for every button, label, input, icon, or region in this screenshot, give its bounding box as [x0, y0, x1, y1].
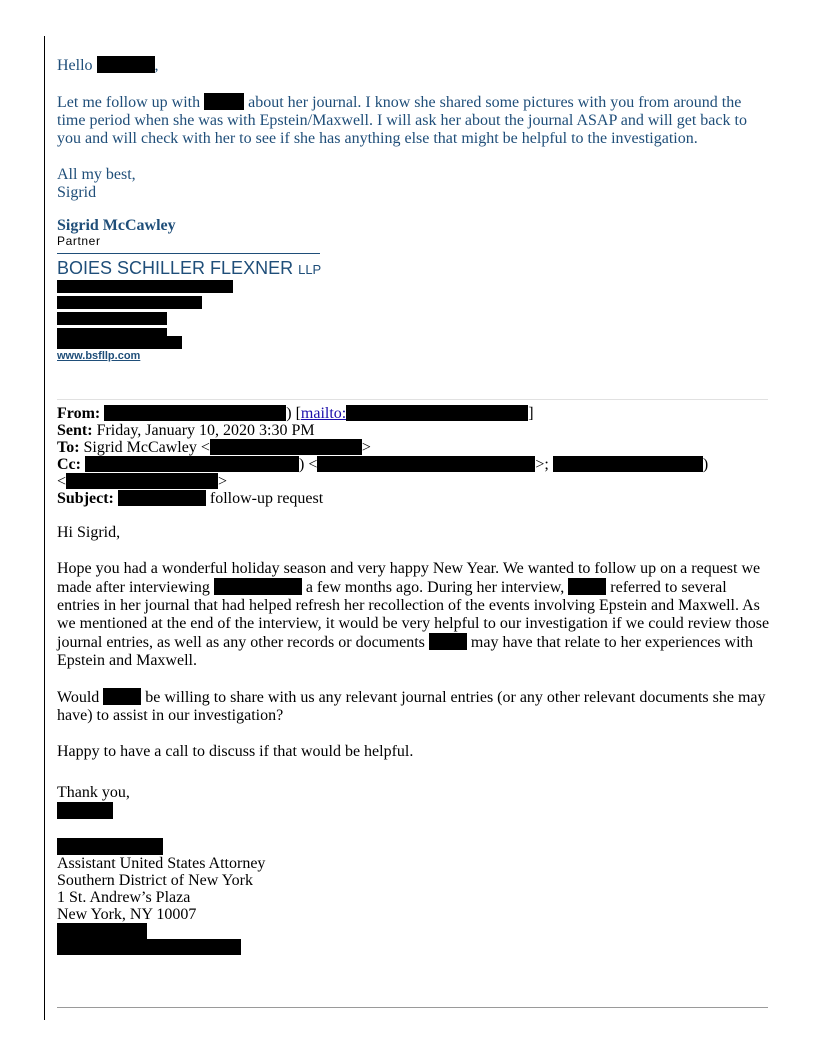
- reply-signoff: All my best,: [57, 166, 136, 183]
- redaction: [204, 93, 244, 110]
- email-paragraph: Happy to have a call to discuss if that would be helpful.: [57, 743, 414, 760]
- redaction: [103, 688, 141, 705]
- redaction: [57, 296, 202, 309]
- redaction: [429, 633, 467, 650]
- reply-paragraph: Let me follow up with about her journal. I know she shared some pictures with you from around the time period when she was with Epstein/Maxwell. I will ask her about the journal ASAP and will get back to you and will check with her to see if she has anything else that might be helpful to the investigation.: [57, 94, 747, 147]
- email-closing: Thank you,: [57, 784, 130, 821]
- redaction: [57, 280, 233, 293]
- reply-message: [57, 56, 767, 202]
- reply-name: Sigrid: [57, 184, 97, 201]
- redaction: [210, 439, 362, 455]
- sender-office: Southern District of New York: [57, 872, 253, 889]
- redaction: [57, 939, 241, 955]
- redaction: [57, 312, 167, 325]
- redaction: [57, 336, 182, 349]
- redaction: [118, 490, 206, 506]
- website-link[interactable]: www.bsfllp.com: [57, 350, 141, 362]
- redaction: [568, 578, 606, 595]
- email-paragraph: Would be willing to share with us any relevant journal entries (or any other relevant documents she may have) to assist in our investigation?: [57, 689, 766, 724]
- to-line: To: Sigrid McCawley < >: [57, 439, 371, 456]
- cc-line-cont: < >: [57, 473, 228, 490]
- email-paragraph: Hope you had a wonderful holiday season and very happy New Year. We wanted to follow up on a request we made after interviewing a few months ago. During her interview, referred to several entries in her journal that had helped refresh her recollection of the events involving Epstein and Maxwell. As we mentioned at the end of the interview, it would be very helpful to our investigation if we could review those journal entries, as well as any other records or documents may have that relate to her experiences with Epstein and Maxwell.: [57, 560, 770, 669]
- cc-line: Cc: ) < >; ): [57, 456, 709, 473]
- redaction: [57, 923, 147, 939]
- redaction: [85, 456, 299, 472]
- signature-name: Sigrid McCawley: [57, 217, 176, 234]
- reply-greeting: Hello ,: [57, 57, 159, 74]
- redaction: [317, 456, 535, 472]
- sender-title: Assistant United States Attorney: [57, 855, 266, 872]
- sender-street: 1 St. Andrew’s Plaza: [57, 889, 191, 906]
- redaction: [346, 405, 528, 421]
- left-margin-line: [44, 36, 45, 1020]
- mailto-link[interactable]: mailto:: [300, 405, 347, 422]
- firm-name: BOIES SCHILLER FLEXNER LLP: [57, 258, 322, 278]
- sender-city: New York, NY 10007: [57, 906, 197, 923]
- redaction: [553, 456, 703, 472]
- sent-line: Sent: Friday, January 10, 2020 3:30 PM: [57, 422, 315, 439]
- message-separator: [57, 399, 768, 400]
- redaction: [104, 405, 286, 421]
- subject-line: Subject: follow-up request: [57, 490, 324, 507]
- email-body: [57, 524, 773, 761]
- redaction: [57, 838, 163, 855]
- redaction: [97, 56, 155, 73]
- signature-divider: [57, 253, 320, 254]
- redaction: [57, 802, 113, 819]
- email-greeting: Hi Sigrid,: [57, 524, 121, 541]
- email-header: [57, 405, 777, 507]
- signature-title: Partner: [57, 234, 101, 248]
- redaction: [214, 578, 302, 595]
- bottom-divider: [57, 1007, 768, 1008]
- sender-signature: [57, 838, 265, 955]
- redaction: [66, 473, 218, 489]
- from-line: From: ) [mailto: ]: [57, 405, 534, 422]
